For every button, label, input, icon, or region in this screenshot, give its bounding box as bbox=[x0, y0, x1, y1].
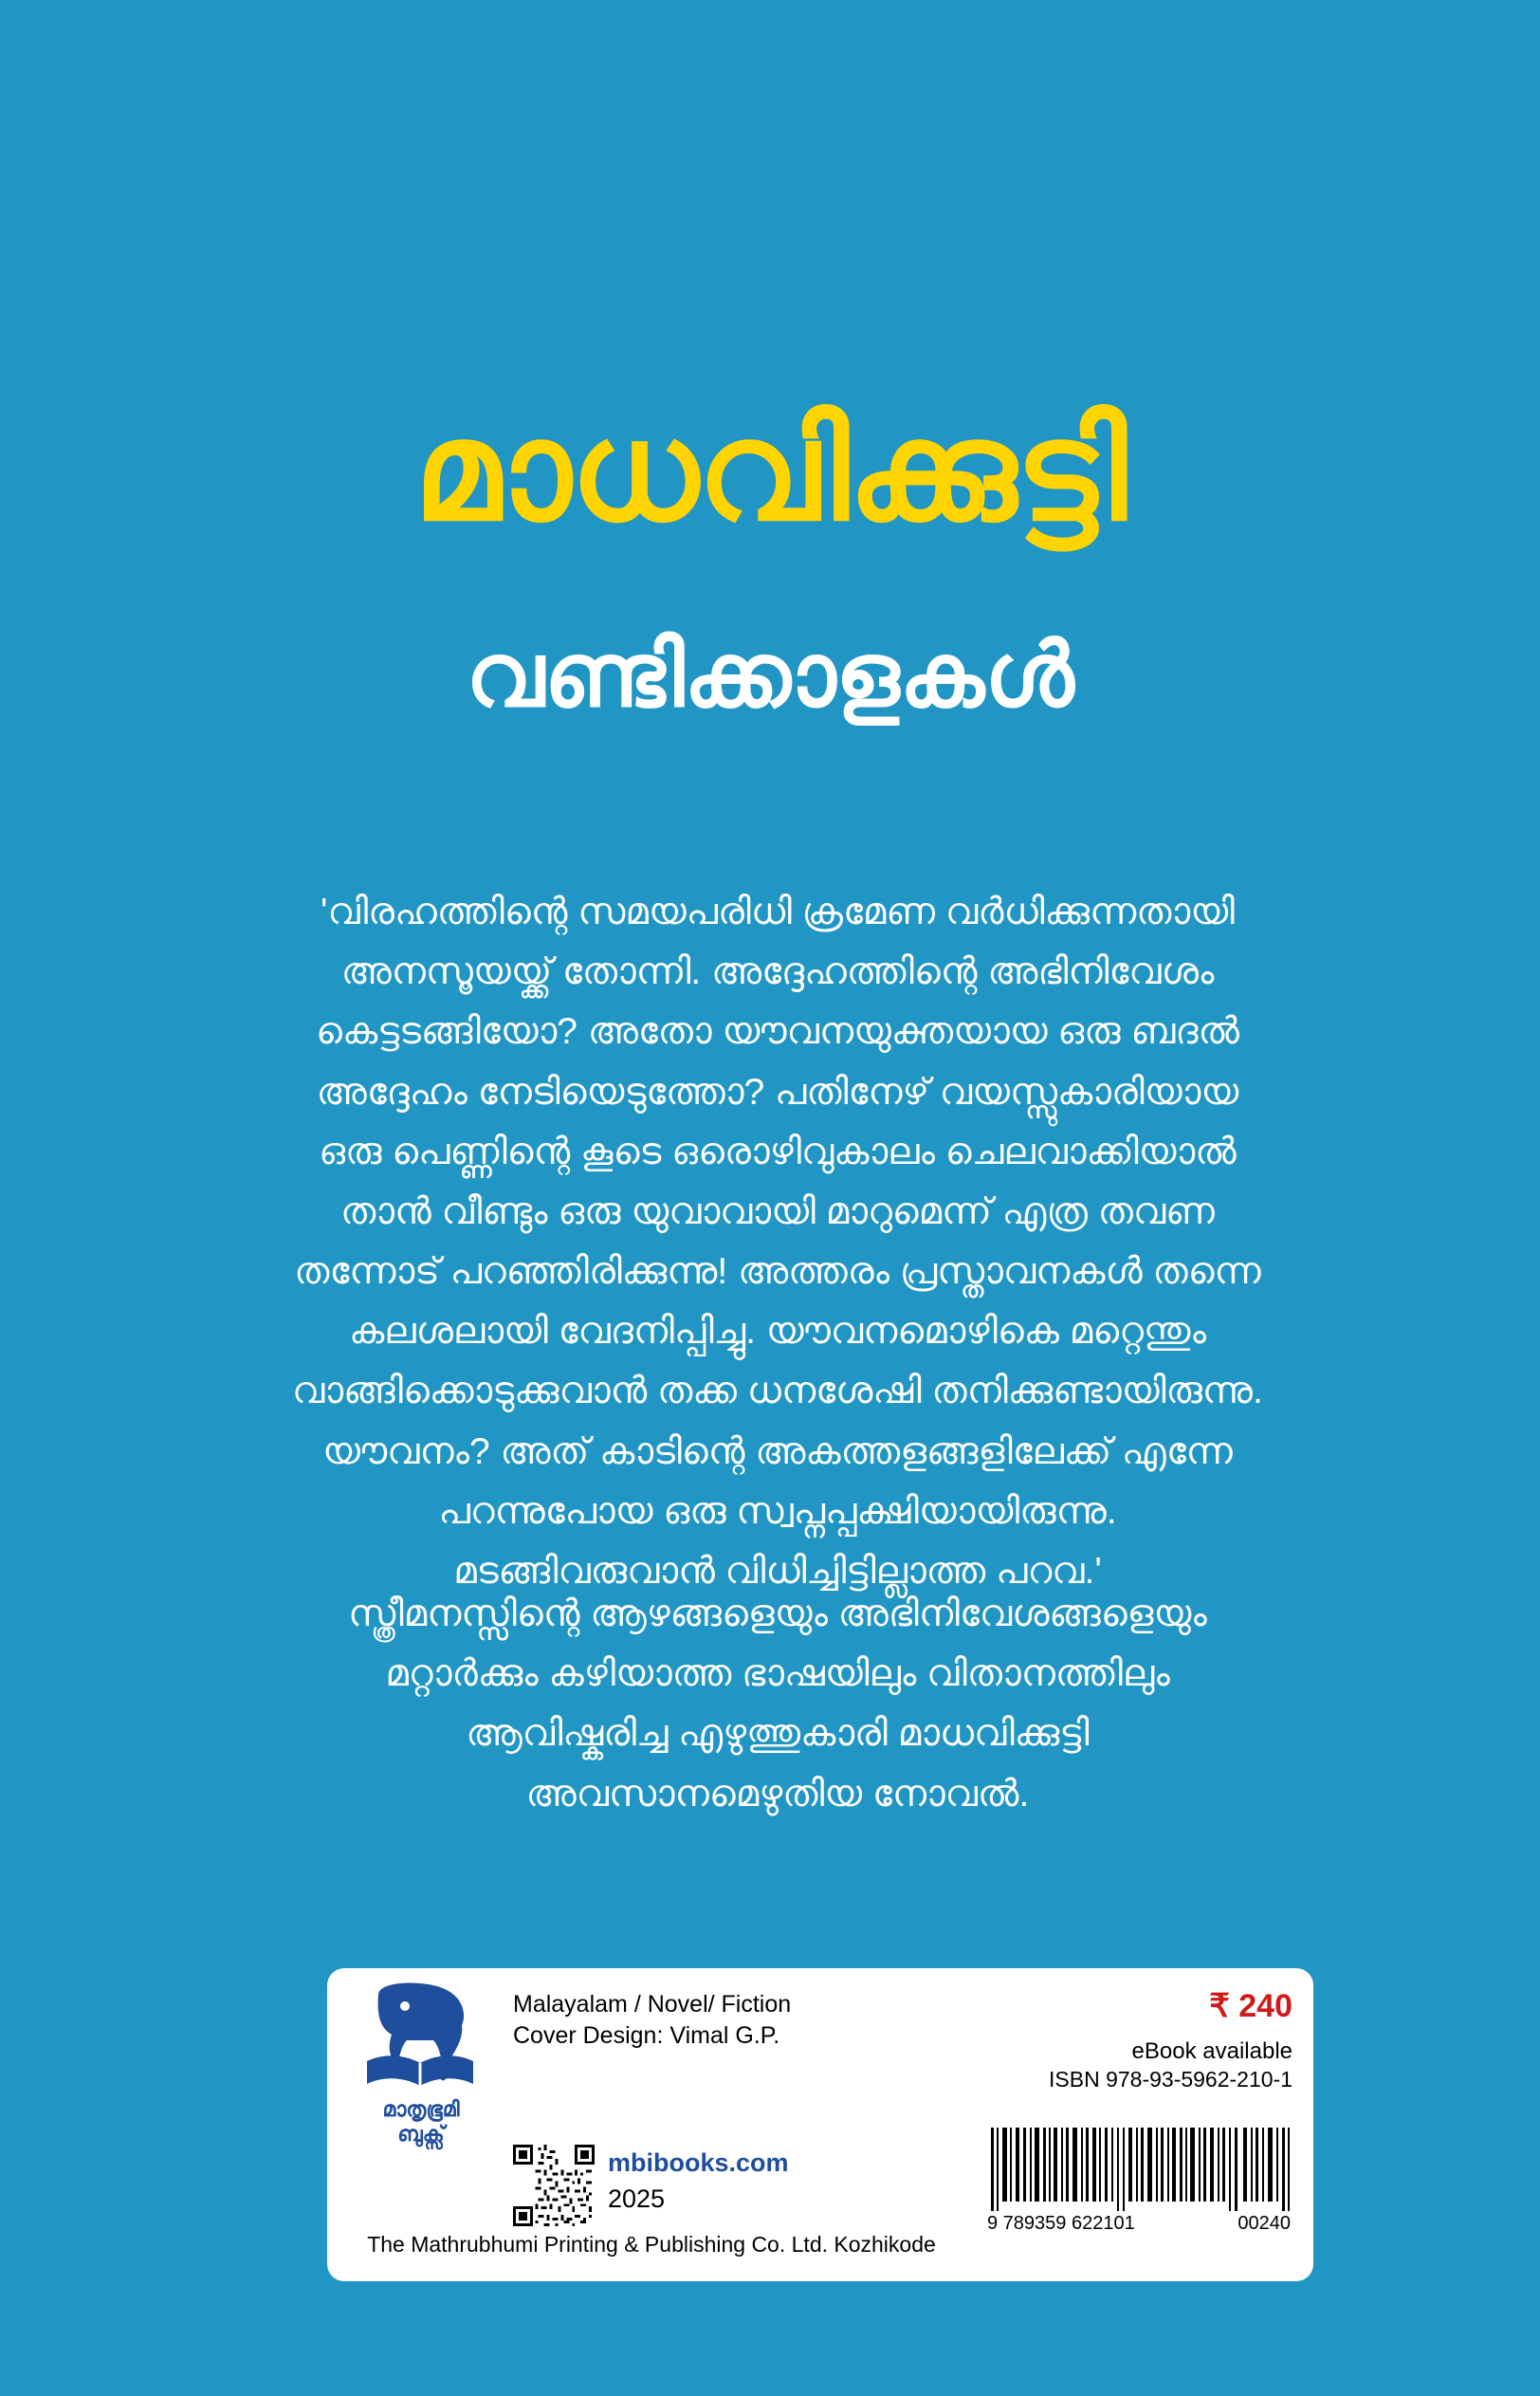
book-category: Malayalam / Novel/ Fiction bbox=[513, 1991, 792, 2018]
note-line: സ്ത്രീമനസ്സിന്റെ ആഴങ്ങളെയും അഭിനിവേശങ്ങളെയും bbox=[348, 1594, 1207, 1634]
barcode-number-left: 9 789359 622101 bbox=[987, 2213, 1135, 2234]
author-note bbox=[284, 1584, 1271, 1824]
barcode bbox=[987, 2128, 1291, 2235]
author-name: മാധവിക്കുട്ടി bbox=[413, 394, 1127, 548]
ebook-availability: eBook available bbox=[1131, 2038, 1292, 2064]
price-label: ₹ 240 bbox=[1209, 1988, 1292, 2024]
barcode-number-right: 00240 bbox=[1238, 2213, 1291, 2234]
blurb-line: തന്നോട് പറഞ്ഞിരിക്കുന്നു! അത്തരം പ്രസ്താവനകൾ തന്നെ bbox=[294, 1251, 1261, 1293]
note-line: ആവിഷ്കരിച്ച എഴുത്തുകാരി മാധവിക്കുട്ടി bbox=[466, 1713, 1090, 1755]
publisher-info-panel bbox=[327, 1968, 1313, 2281]
blurb-excerpt bbox=[275, 882, 1280, 1601]
isbn-label: ISBN 978-93-5962-210-1 bbox=[1049, 2067, 1292, 2092]
blurb-line: ഒരു പെണ്ണിന്റെ കൂടെ ഒരൊഴിവുകാലം ചെലവാക്കിയാൽ bbox=[319, 1131, 1237, 1172]
publisher-name: മാതൃഭൂമി ബുക്സ് bbox=[382, 2097, 460, 2146]
publisher-logo bbox=[340, 1981, 502, 2147]
blurb-line: കലശലായി വേദനിപ്പിച്ചു. യൗവനമൊഴികെ മറ്റെന്തും bbox=[349, 1311, 1206, 1353]
cover-designer: Cover Design: Vimal G.P. bbox=[513, 2022, 780, 2049]
blurb-line: മടങ്ങിവരുവാൻ വിധിച്ചിട്ടില്ലാത്ത പറവ.' bbox=[453, 1550, 1102, 1592]
book-title: വണ്ടിക്കാളകൾ bbox=[466, 625, 1074, 725]
blurb-line: അനസൂയയ്ക്ക് തോന്നി. അദ്ദേഹത്തിന്റെ അഭിനിവേശം bbox=[340, 951, 1215, 993]
book-metadata bbox=[513, 1989, 791, 2052]
note-line: മറ്റാർക്കും കഴിയാത്ത ഭാഷയിലും വിതാനത്തിലും bbox=[385, 1653, 1170, 1695]
blurb-line: 'വിരഹത്തിന്റെ സമയപരിധി ക്രമേണ വർധിക്കുന്നതായി bbox=[321, 892, 1235, 932]
blurb-line: താൻ വീണ്ടും ഒരു യുവാവായി മാറുമെന്ന് എത്ര തവണ bbox=[340, 1190, 1215, 1232]
blurb-line: അദ്ദേഹം നേടിയെടുത്തോ? പതിനേഴ് വയസ്സുകാരിയായ bbox=[316, 1071, 1239, 1113]
blurb-line: യൗവനം? അത് കാടിന്റെ അകത്തളങ്ങളിലേക്ക് എന്നേ bbox=[322, 1430, 1233, 1472]
note-line: അവസാനമെഴുതിയ നോവൽ. bbox=[525, 1773, 1030, 1815]
imprint-line: The Mathrubhumi Printing & Publishing Co. Ltd. Kozhikode bbox=[367, 2232, 936, 2257]
website-link[interactable]: mbibooks.com bbox=[608, 2148, 789, 2177]
blurb-line: വാങ്ങിക്കൊടുക്കുവാൻ തക്ക ധനശേഷി തനിക്കുണ്ടായിരുന്നു. bbox=[292, 1371, 1263, 1412]
blurb-line: കെട്ടടങ്ങിയോ? അതോ യൗവനയുക്തയായ ഒരു ബദൽ bbox=[316, 1011, 1239, 1053]
publication-year: 2025 bbox=[608, 2184, 666, 2213]
elephant-book-logo-icon bbox=[350, 1981, 492, 2093]
blurb-line: പറന്നുപോയ ഒരു സ്വപ്നപ്പക്ഷിയായിരുന്നു. bbox=[438, 1490, 1117, 1532]
barcode-bars-icon bbox=[987, 2128, 1291, 2211]
qr-code-icon[interactable] bbox=[513, 2145, 595, 2226]
